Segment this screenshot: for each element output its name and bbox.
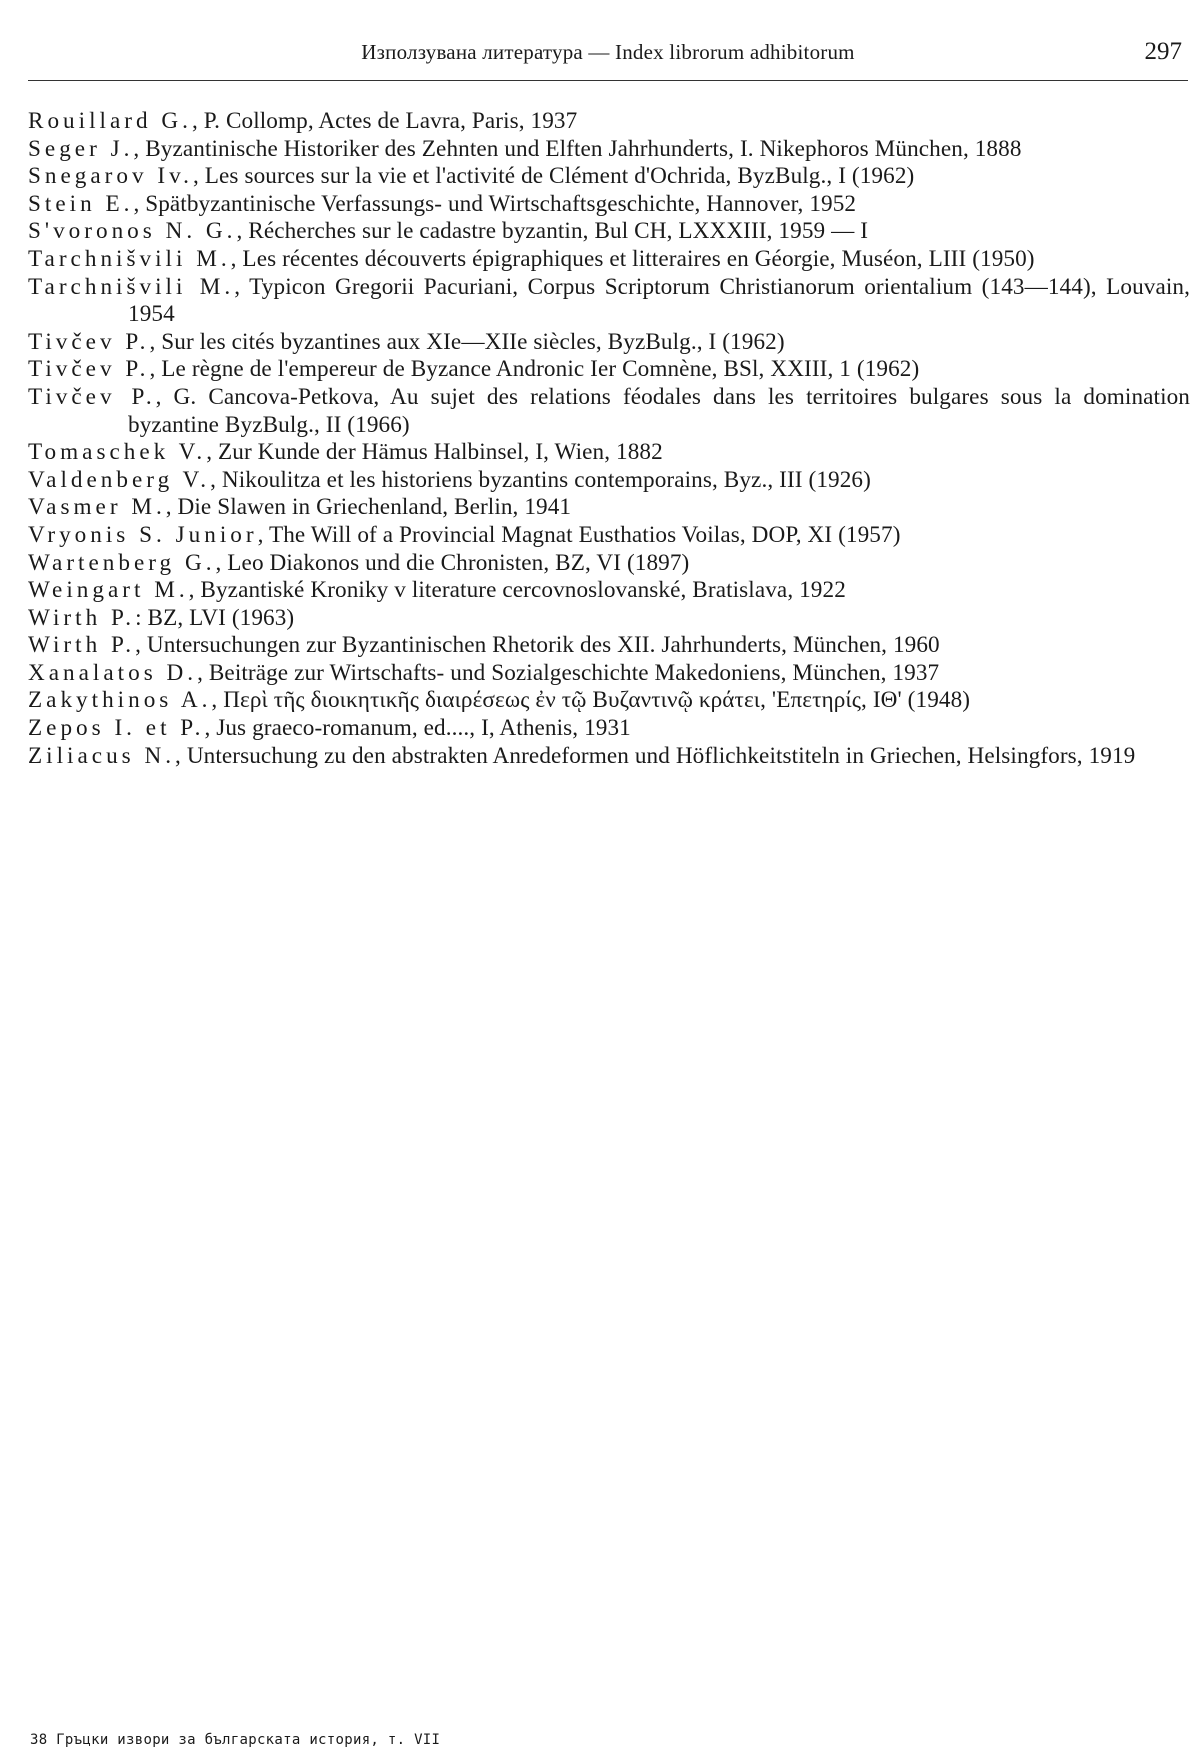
entry-text: , Untersuchung zu den abstrakten Anredeformen und Höflichkeitstiteln in Griechen, Helsingfors, 1919 — [175, 742, 1136, 769]
entry-text: , Récherches sur le cadastre byzantin, Bul CH, LXXXIII, 1959 — I — [236, 218, 869, 245]
entry-text: , Die Slawen in Griechenland, Berlin, 1941 — [165, 494, 572, 521]
entry-author: Snegarov Iv. — [28, 163, 193, 190]
bibliography-entry — [28, 660, 1190, 688]
entry-author: Ziliacus N. — [28, 742, 176, 769]
bibliography-entry — [28, 384, 1190, 439]
printer-signature: 38 Гръцки извори за българската история, т. VII — [30, 1732, 441, 1748]
running-title: Използувана литература — Index librorum adhibitorum — [361, 40, 855, 64]
bibliography-entry — [28, 329, 1190, 357]
bibliography-entry — [28, 494, 1190, 522]
bibliography-entry — [28, 743, 1190, 771]
bibliography-entry — [28, 246, 1190, 274]
bibliography-entry — [28, 687, 1190, 715]
bibliography-entry — [28, 605, 1190, 633]
bibliography-entry — [28, 577, 1190, 605]
entry-author: Seger J. — [28, 135, 134, 162]
entry-text: , Byzantinische Historiker des Zehnten und Elften Jahrhunderts, I. Nikephoros München, 1888 — [133, 135, 1022, 162]
bibliography-list — [28, 108, 1190, 770]
entry-author: Tivčev P. — [28, 356, 150, 383]
running-head — [28, 40, 1188, 76]
entry-text: , Sur les cités byzantines aux XIe—XIIe siècles, ByzBulg., I (1962) — [149, 328, 785, 355]
entry-author: Tarchnišvili M. — [28, 245, 231, 272]
bibliography-entry — [28, 108, 1190, 136]
bibliography-entry — [28, 191, 1190, 219]
entry-text: , Typicon Gregorii Pacuriani, Corpus Scriptorum Christianorum orientalium (143—144), Louvain, 1954 — [128, 273, 1191, 328]
entry-author: Tomaschek V. — [28, 439, 207, 466]
bibliography-entry — [28, 632, 1190, 660]
entry-text: : BZ, LVI (1963) — [135, 604, 295, 631]
entry-author: Wirth P. — [28, 632, 136, 659]
entry-author: Xanalatos D. — [28, 659, 198, 686]
entry-text: , Jus graeco-romanum, ed...., I, Athenis, 1931 — [204, 715, 631, 742]
bibliography-entry — [28, 522, 1190, 550]
entry-text: , Zur Kunde der Hämus Halbinsel, I, Wien, 1882 — [206, 439, 663, 466]
entry-author: Stein E. — [28, 190, 134, 217]
entry-text: , G. Cancova-Petkova, Au sujet des relations féodales dans les territoires bulgares sous la domination byzantine ByzBulg., II (1966) — [128, 383, 1190, 438]
entry-text: , Byzantiské Kroniky v literature cercovnoslovanské, Bratislava, 1922 — [188, 577, 846, 604]
bibliography-entry — [28, 550, 1190, 578]
entry-author: Vryonis S. Junior — [28, 521, 258, 548]
entry-text: , Les récentes découverts épigraphiques et litteraires en Géorgie, Muséon, LIII (1950) — [230, 245, 1035, 272]
bibliography-entry — [28, 218, 1190, 246]
bibliography-entry — [28, 163, 1190, 191]
entry-text: , P. Collomp, Actes de Lavra, Paris, 1937 — [191, 108, 578, 134]
entry-author: Zepos I. et P. — [28, 715, 205, 742]
entry-text: , Le règne de l'empereur de Byzance Andronic Ier Comnène, BSl, XXIII, 1 (1962) — [149, 356, 920, 383]
entry-text: , Nikoulitza et les historiens byzantins contemporains, Byz., III (1926) — [210, 466, 871, 493]
entry-author: Vasmer M. — [28, 494, 166, 521]
entry-text: , Les sources sur la vie et l'activité de Clément d'Ochrida, ByzBulg., I (1962) — [192, 163, 915, 190]
page-number: 297 — [1144, 38, 1182, 65]
entry-author: Tarchnišvili M. — [28, 273, 235, 300]
bibliography-entry — [28, 274, 1190, 329]
bibliography-entry — [28, 356, 1190, 384]
entry-author: Rouillard G. — [28, 108, 192, 134]
entry-text: , Spätbyzantinische Verfassungs- und Wirtschaftsgeschichte, Hannover, 1952 — [133, 190, 857, 217]
entry-author: Tivčev P. — [28, 328, 150, 355]
entry-author: Wirth P. — [28, 604, 136, 631]
entry-author: Valdenberg V. — [28, 466, 211, 493]
entry-text: , The Will of a Provincial Magnat Eusthatios Voilas, DOP, XI (1957) — [257, 521, 901, 548]
header-rule — [28, 80, 1188, 81]
entry-text: , Leo Diakonos und die Chronisten, BZ, VI (1897) — [215, 549, 690, 576]
entry-author: Weingart M. — [28, 577, 189, 604]
bibliography-entry — [28, 467, 1190, 495]
bibliography-entry — [28, 439, 1190, 467]
entry-text: , Beiträge zur Wirtschafts- und Sozialgeschichte Makedoniens, München, 1937 — [197, 659, 940, 686]
entry-author: Zakythinos A. — [28, 687, 212, 714]
entry-author: Tivčev P. — [28, 383, 156, 410]
bibliography-entry — [28, 136, 1190, 164]
entry-author: Wartenberg G. — [28, 549, 216, 576]
entry-text: , Περὶ τῆς διοικητικῆς διαιρέσεως ἐν τῷ Βυζαντινῷ κράτει, 'Επετηρίς, ΙΘ' (1948) — [211, 687, 971, 714]
bibliography-entry — [28, 715, 1190, 743]
entry-author: S'voronos N. G. — [28, 218, 237, 245]
entry-text: , Untersuchungen zur Byzantinischen Rhetorik des XII. Jahrhunderts, München, 1960 — [135, 632, 940, 659]
